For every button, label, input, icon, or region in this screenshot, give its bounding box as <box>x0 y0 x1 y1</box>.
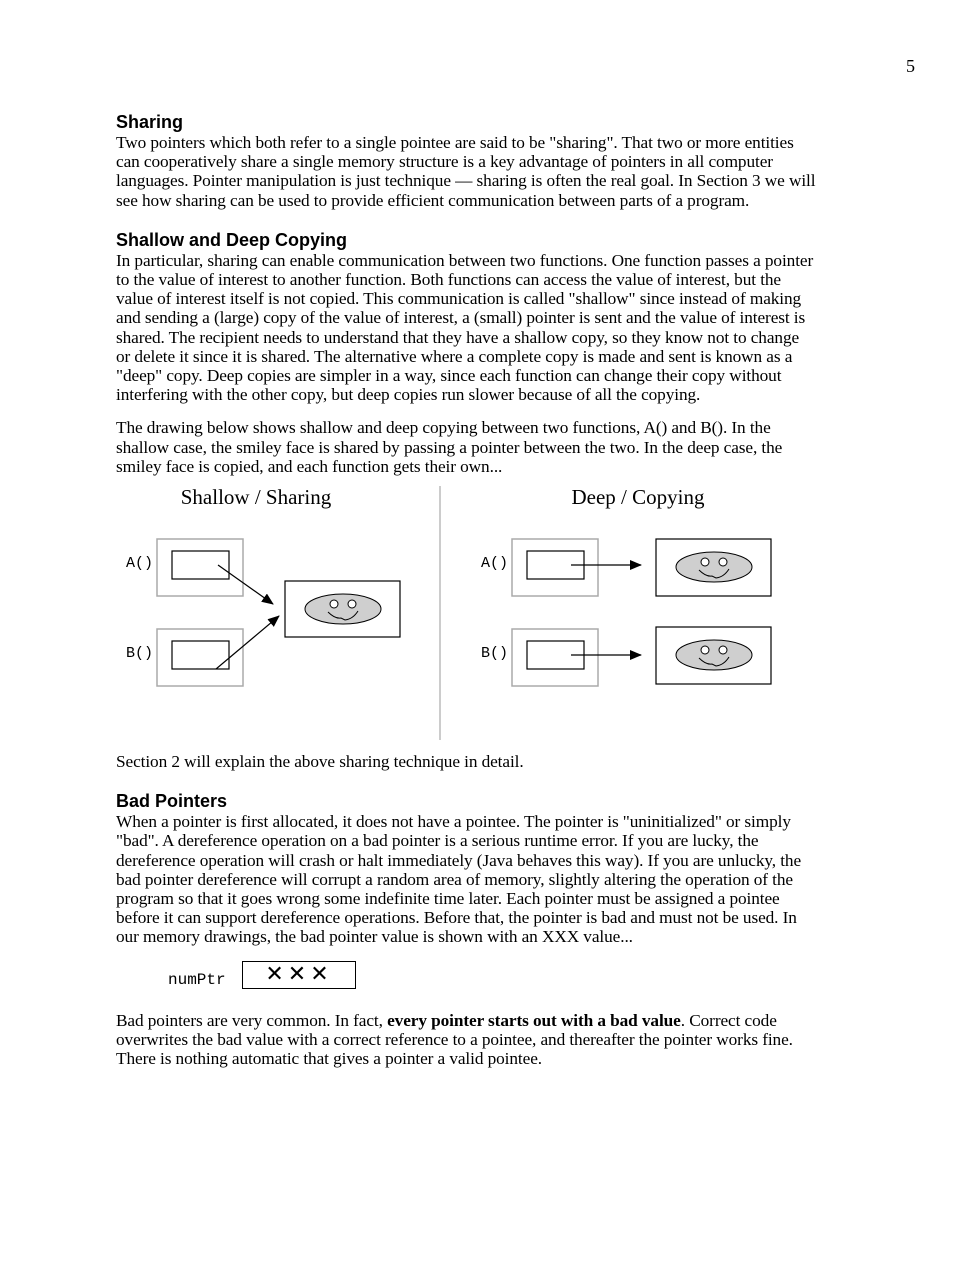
deep-func-a-label: A() <box>481 555 509 573</box>
bad-pointers-p2-bold: every pointer starts out with a bad value <box>387 1010 681 1030</box>
shallow-deep-figure <box>116 484 816 752</box>
bad-pointers-p2-start: Bad pointers are very common. In fact, <box>116 1010 388 1030</box>
shallow-arrow-a <box>218 565 273 604</box>
deep-smiley-a-icon <box>676 552 752 582</box>
bad-pointers-p2-end: . Correct code overwrites the bad value with a correct reference to a pointee, and thereafter the pointer works fine. There is nothing automatic that gives a pointer a valid pointee. <box>116 1010 793 1069</box>
numptr-drawing <box>116 961 816 1001</box>
page-content <box>116 112 816 1068</box>
deep-smiley-b-icon <box>676 640 752 670</box>
deep-func-b-label: B() <box>481 645 509 663</box>
copying-paragraph-1: In particular, sharing can enable communication between two functions. One function passes a pointer to the value of interest to another function. Both functions can access the value of interest, but the value of interest itself is not copied. This communication is called "shallow" since instead of making and sending a (large) copy of the value of interest, a (small) pointer is sent and the value of interest is shared. The recipient needs to understand that they have a shallow copy, so they know not to change or delete it since it is shared. The alternative where a complete copy is made and sent is known as a "deep" copy. Deep copies are simpler in a way, since each function can change their copy without interfering with the other copy, but deep copies run slower because of all the copying. <box>116 250 814 405</box>
page-number: 5 <box>906 56 915 76</box>
numptr-label: numPtr <box>168 970 226 989</box>
bad-pointers-heading: Bad Pointers <box>116 791 228 812</box>
shallow-func-b-label: B() <box>126 645 154 663</box>
bad-pointers-paragraph-1: When a pointer is first allocated, it does not have a pointee. The pointer is "uninitialized" or simply "bad". A dereference operation on a bad pointer is a serious runtime error. If you are lucky, the dereference operation will crash or halt immediately (Java behaves this way). If you are unlucky, the bad pointer dereference will corrupt a random area of memory, slightly altering the operation of the program so that it goes wrong some indefinite time later. Each pointer must be assigned a pointee before it can support dereference operations. Before that, the pointer is bad and must not be used. In our memory drawings, the bad pointer value is shown with an XXX value... <box>116 812 802 947</box>
deep-title: Deep / Copying <box>571 485 705 510</box>
bad-pointers-paragraph-2 <box>116 1011 816 1069</box>
sharing-paragraph: Two pointers which both refer to a single pointee are said to be "sharing". That two or more entities can cooperatively share a single memory structure is a key advantage of pointers in all computer languages. Pointer manipulation is just technique — sharing is often the real goal. In Section 3 we will see how sharing can be used to provide efficient communication between parts of a program. <box>116 133 816 210</box>
copying-paragraph-2: The drawing below shows shallow and deep copying between two functions, A() and B(). In the shallow case, the smiley face is shared by passing a pointer between the two. In the deep case, the smiley face is copied, and each function gets their own... <box>116 418 783 476</box>
shallow-title: Shallow / Sharing <box>180 485 332 510</box>
sharing-heading: Sharing <box>116 112 184 132</box>
after-figure-text: Section 2 will explain the above sharing technique in detail. <box>116 752 524 772</box>
copying-heading: Shallow and Deep Copying <box>116 229 348 250</box>
shallow-func-a-label: A() <box>126 555 154 573</box>
shallow-smiley-icon <box>305 594 381 624</box>
shallow-pointer-a <box>172 551 229 579</box>
numptr-bad-value-box: ✕✕✕ <box>242 961 356 989</box>
